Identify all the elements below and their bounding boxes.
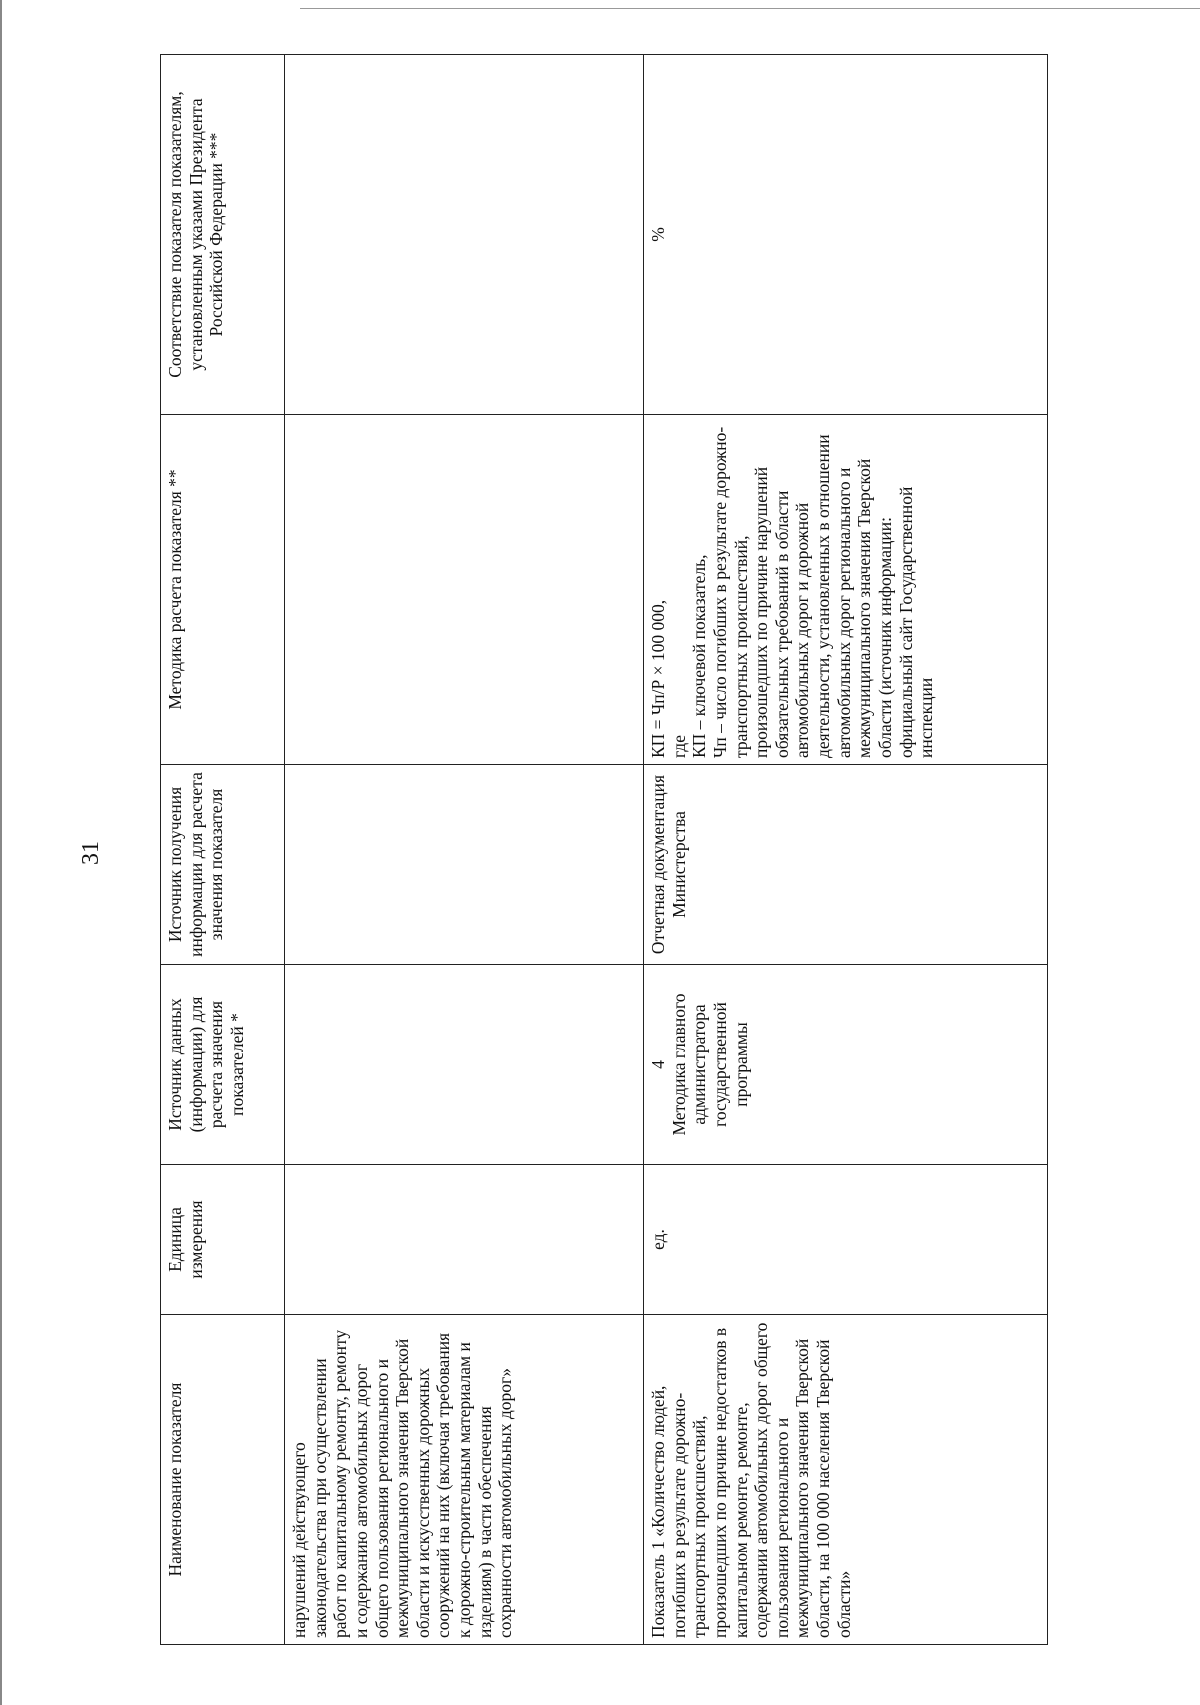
cell-data-source [285, 965, 644, 1165]
method-text-1: КП – ключевой показатель, [689, 554, 710, 758]
data-source-number: 4 [648, 1060, 668, 1069]
data-source-text: Методика главного администратора государственной программы [668, 993, 751, 1136]
cell-info-source: Отчетная документация Министерства [644, 765, 1048, 965]
cell-name: Показатель 1 «Количество людей, погибших в результате дорожно-транспортных происшествий, произошедших по причине недостатков в капитальном ремонте, ремонте, содержании автомобильных дорог общего пользования регионального и межмуниципального значения Тверской области, на 100 000 населения Тверской области» [644, 1315, 1048, 1645]
header-info-source: Источник получения информации для расчета значения показателя [161, 765, 285, 965]
header-method: Методика расчета показателя ** [161, 415, 285, 765]
cell-unit: ед. [644, 1165, 1048, 1315]
scan-artifact-line [0, 0, 2, 1705]
cell-info-source [285, 765, 644, 965]
header-unit: Единица измерения [161, 1165, 285, 1315]
cell-name: нарушений действующего законодательства при осуществлении работ по капитальному ремонту, ремонту и содержанию автомобильных дорог общего пользования регионального и межмуниципального значения Тверской области и искусственных дорожных сооружений на них (включая требования к дорожно-строительным материалам и изделиям) в части обеспечения сохранности автомобильных дорог» [285, 1315, 644, 1645]
cell-data-source [644, 965, 1048, 1165]
table-row [644, 55, 1048, 1645]
cell-unit [285, 1165, 644, 1315]
page-number: 31 [78, 841, 104, 865]
cell-correspondence: % [644, 55, 1048, 415]
table-header-row [161, 55, 285, 1645]
scan-artifact-line [300, 8, 1200, 9]
indicator-table [160, 54, 1048, 1645]
cell-method [285, 415, 644, 765]
method-text-2: Чп – число погибших в результате дорожно-транспортных происшествий, произошедших по причине нарушений обязательных требований в области автомобильных дорог и дорожной деятельности, установленных в отношении автомобильных дорог регионального и межмуниципального значения Тверской области (источник информации: официальный сайт Государственной инспекции [709, 426, 937, 758]
header-name: Наименование показателя [161, 1315, 285, 1645]
table-row [285, 55, 644, 1645]
header-data-source: Источник данных (информации) для расчета значения показателей * [161, 965, 285, 1165]
cell-method [644, 415, 1048, 765]
cell-correspondence [285, 55, 644, 415]
header-correspondence: Соответствие показателя показателям, установленным указами Президента Российской Федерации *** [161, 55, 285, 415]
method-where: где [668, 735, 689, 758]
method-formula: КП = Чп/Р × 100 000, [648, 599, 668, 758]
